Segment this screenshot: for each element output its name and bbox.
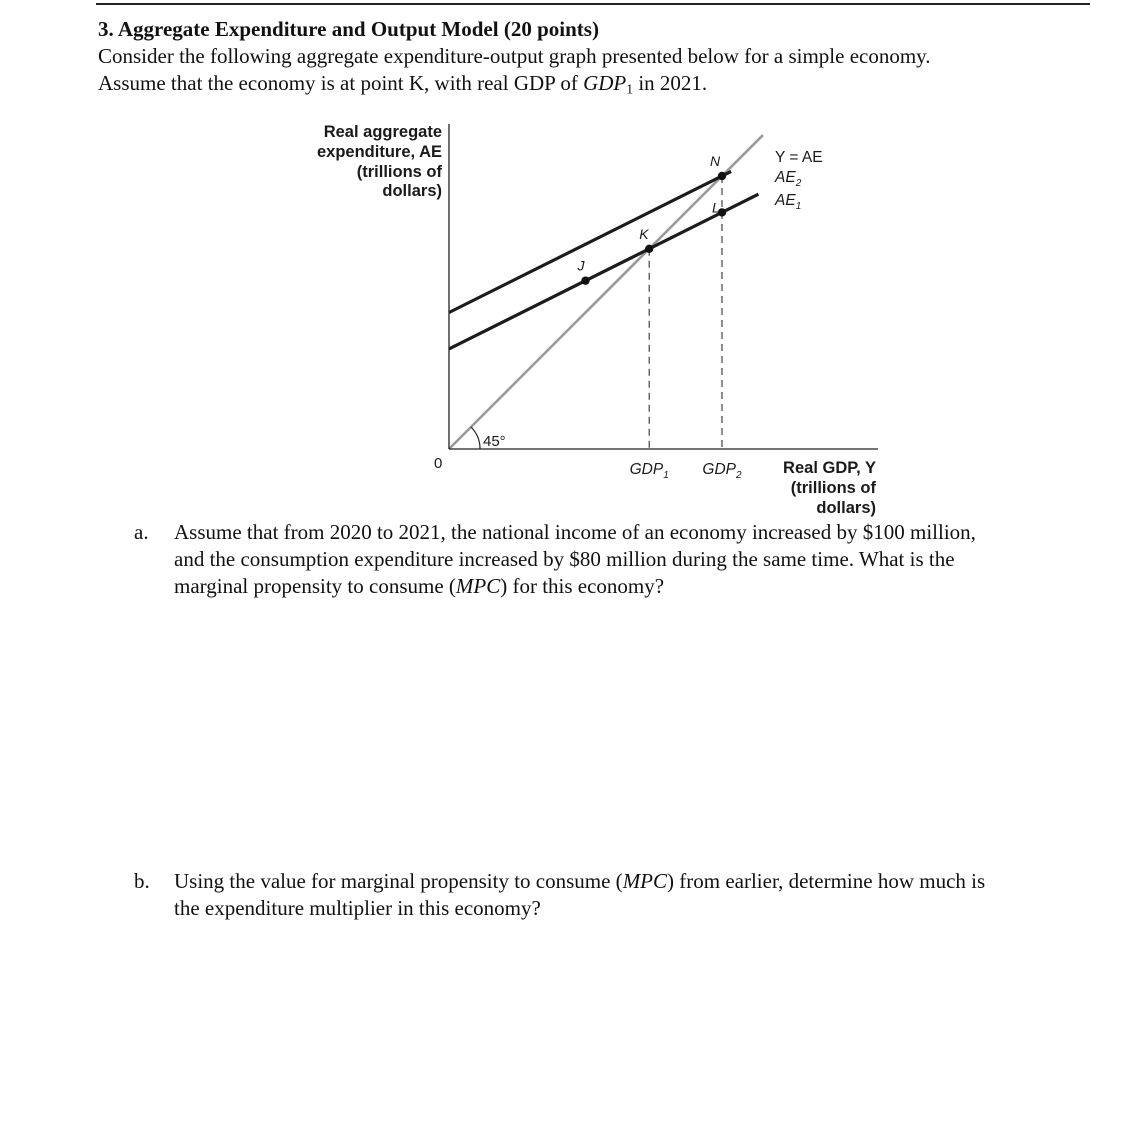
point-l-label: L — [712, 199, 720, 216]
x-axis-label-line-1: Real GDP, Y — [783, 459, 876, 477]
intro-line-1: Consider the following aggregate expenditure-output graph presented below for a simple economy. — [98, 44, 931, 68]
question-title: 3. Aggregate Expenditure and Output Model (20 points) — [98, 17, 599, 41]
point-k-label: K — [639, 225, 649, 242]
part-a-line-2: and the consumption expenditure increased by $80 million during the same time. What is the — [174, 547, 955, 571]
intro-line-2-post: in 2021. — [633, 71, 708, 95]
series-line-y-equals-ae — [449, 135, 763, 449]
svg-text:Real aggregate — [324, 123, 442, 141]
y-axis-label-line-4: dollars) — [382, 182, 442, 200]
ae-output-graph — [300, 115, 900, 520]
part-b-line-1: Using the value for marginal propensity to consume (MPC) from earlier, determine how much is — [174, 869, 986, 893]
x-tick-gdp2: $GDP_2$ — [702, 461, 742, 481]
part-a-line-1: Assume that from 2020 to 2021, the national income of an economy increased by $100 million, — [174, 520, 976, 544]
svg-text:(trillions of — [357, 163, 443, 181]
question-intro — [98, 43, 931, 102]
y-axis-label-line-2: expenditure, AE — [317, 143, 442, 161]
point-n — [718, 172, 726, 180]
part-b-text — [174, 868, 985, 922]
x-tick-gdp1: $GDP_1$ — [629, 461, 669, 481]
part-a-mpc-symbol: MPC — [455, 574, 501, 598]
legend-y-equals-ae: Y = AE — [775, 149, 823, 166]
x-axis-label-line-2: (trillions of — [790, 479, 876, 497]
point-k — [645, 245, 653, 253]
point-n-label: N — [710, 153, 721, 169]
svg-text:expenditure, AE — [317, 143, 442, 161]
top-rule — [96, 3, 1090, 5]
svg-text:dollars) — [382, 182, 442, 200]
series-line-ae1 — [449, 194, 758, 349]
part-a-line-3: marginal propensity to consume (MPC) for this economy? — [174, 574, 665, 598]
part-b-marker: b. — [134, 869, 150, 893]
legend-ae2: $AE_2$ — [775, 169, 802, 189]
part-b-line-2: the expenditure multiplier in this economy? — [174, 896, 541, 920]
part-a-marker: a. — [134, 520, 149, 544]
point-j — [581, 276, 589, 284]
point-j-label: J — [577, 257, 585, 274]
part-a-text — [174, 519, 976, 600]
intro-line-2 — [98, 70, 931, 102]
x-axis-label-line-3: dollars) — [816, 499, 876, 517]
part-b-mpc-symbol: MPC — [622, 869, 668, 893]
angle-label: 45° — [483, 433, 506, 450]
series-line-ae2 — [449, 171, 731, 312]
y-axis-label-line-1: Real aggregate — [323, 123, 442, 141]
intro-line-2-pre: Assume that the economy is at point K, with real GDP of — [98, 71, 584, 95]
intro-gdp-symbol: $GDP_1$ — [583, 71, 634, 97]
origin-label: 0 — [434, 455, 443, 472]
angle-arc — [471, 427, 480, 449]
y-axis-label-line-3: (trillions of — [356, 163, 442, 181]
legend-ae1: $AE_1$ — [775, 192, 802, 212]
